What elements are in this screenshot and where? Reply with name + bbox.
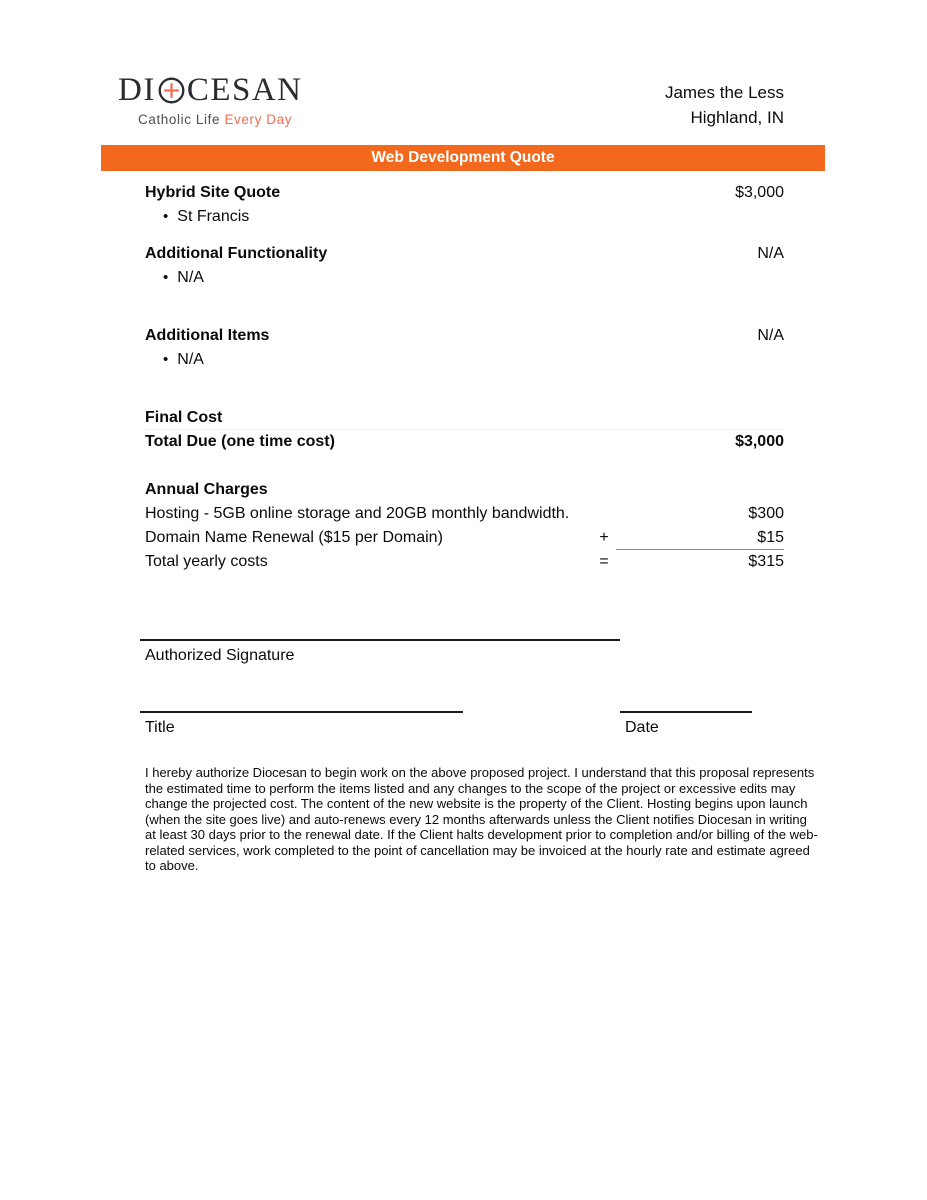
title-label: Title (145, 719, 175, 736)
total-yearly-row (145, 550, 784, 574)
total-due-row (145, 430, 784, 454)
additional-items-label: Additional Items (145, 327, 270, 344)
tagline-accent: Every Day (224, 112, 293, 127)
cross-in-circle-icon (158, 77, 185, 104)
hosting-value: $300 (748, 505, 784, 522)
logo-wordmark (118, 74, 303, 107)
authorized-signature-label: Authorized Signature (145, 647, 295, 664)
domain-renewal-label: Domain Name Renewal ($15 per Domain) (145, 529, 443, 546)
domain-renewal-value: $15 (616, 526, 784, 550)
equals-operator: = (599, 553, 609, 570)
total-due-value: $3,000 (735, 433, 784, 450)
authorized-signature-line (140, 639, 620, 641)
additional-functionality-bullet: • N/A (163, 267, 204, 289)
document-title: Web Development Quote (371, 149, 555, 166)
client-location: Highland, IN (690, 108, 784, 127)
hosting-label: Hosting - 5GB online storage and 20GB monthly bandwidth. (145, 505, 570, 522)
plus-operator: + (599, 529, 609, 546)
additional-functionality-row (145, 242, 784, 266)
final-cost-label: Final Cost (145, 409, 223, 426)
total-yearly-label: Total yearly costs (145, 553, 268, 570)
tagline-primary: Catholic Life (138, 112, 221, 127)
document-title-banner (101, 145, 825, 171)
client-info (665, 80, 784, 130)
hybrid-site-quote-value: $3,000 (735, 184, 784, 201)
title-line (140, 711, 463, 713)
logo-text-suffix: CESAN (186, 72, 303, 108)
additional-items-bullet: • N/A (163, 349, 204, 371)
annual-charges-heading: Annual Charges (145, 481, 268, 498)
additional-functionality-label: Additional Functionality (145, 245, 328, 262)
total-due-label: Total Due (one time cost) (145, 433, 335, 450)
diocesan-logo (118, 74, 303, 127)
logo-text-prefix: DI (118, 72, 156, 108)
additional-items-value: N/A (757, 327, 784, 344)
additional-functionality-value: N/A (757, 245, 784, 262)
logo-tagline (138, 112, 303, 127)
hybrid-site-quote-label: Hybrid Site Quote (145, 184, 281, 201)
authorization-terms-paragraph: I hereby authorize Diocesan to begin work on the above proposed project. I understand that this proposal represents the estimated time to perform the items listed and any changes to the scope of the project or excessive edits may change the projected cost. The content of the new website is the property of the Client. Hosting begins upon launch (when the site goes live) and auto-renews every 12 months afterwards unless the Client notifies Diocesan in writing at least 30 days prior to the renewal date. If the Client halts development prior to completion and/or billing of the web-related services, work completed to the point of cancellation may be invoiced at the hourly rate and estimate agreed to above. (145, 765, 818, 873)
hybrid-site-quote-bullet: • St Francis (163, 206, 249, 228)
date-label: Date (625, 719, 659, 736)
total-yearly-value: $315 (748, 553, 784, 570)
final-cost-row (145, 406, 784, 430)
date-line (620, 711, 752, 713)
additional-items-row (145, 324, 784, 348)
client-name: James the Less (664, 83, 784, 102)
domain-renewal-row (145, 526, 784, 550)
annual-charges-heading-row (145, 478, 784, 502)
hosting-row (145, 502, 784, 526)
hybrid-site-quote-row (145, 181, 784, 205)
